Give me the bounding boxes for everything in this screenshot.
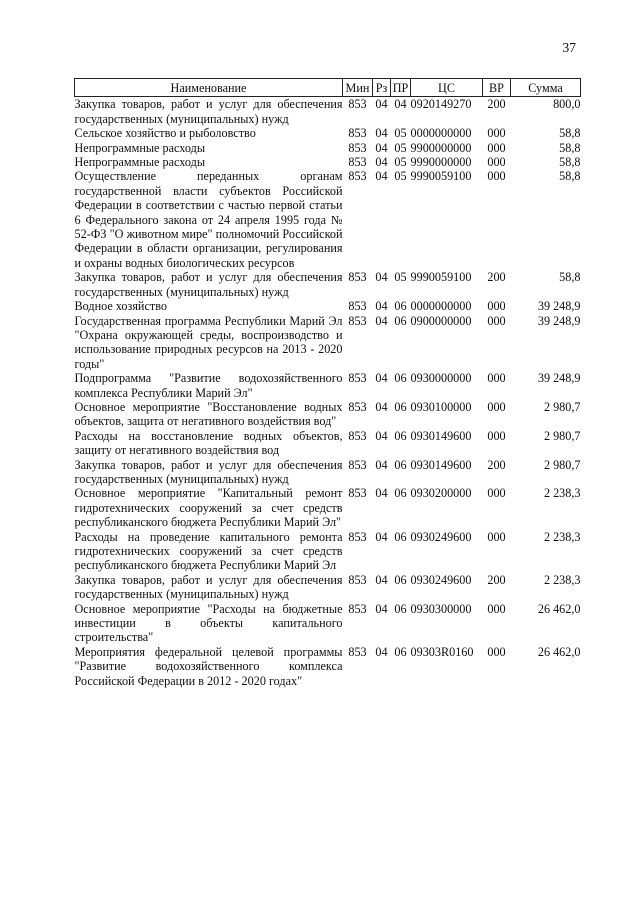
row-rz: 04 <box>375 97 388 112</box>
table-row <box>75 400 581 429</box>
table-row <box>75 602 581 645</box>
row-sum: 2 238,3 <box>543 529 581 544</box>
row-name: Закупка товаров, работ и услуг для обеспечения государственных (муниципальных) нужд <box>74 457 343 486</box>
row-name: Основное мероприятие "Капитальный ремонт гидротехнических сооружений за счет средств республиканского бюджета Республики Марий Эл" <box>74 486 343 530</box>
row-pr: 05 <box>394 126 407 141</box>
row-sum: 800,0 <box>553 97 581 112</box>
row-cs: 9990059100 <box>410 270 472 285</box>
row-vr: 000 <box>487 399 506 414</box>
row-rz: 04 <box>375 572 388 587</box>
row-rz: 04 <box>375 155 388 170</box>
row-sum: 58,8 <box>559 169 581 184</box>
row-sum: 26 462,0 <box>537 601 581 616</box>
row-rz: 04 <box>375 428 388 443</box>
row-pr: 05 <box>394 140 407 155</box>
row-rz: 04 <box>375 457 388 472</box>
row-cs: 0930149600 <box>410 457 472 472</box>
row-vr: 000 <box>487 169 506 184</box>
row-cs: 0930000000 <box>410 371 472 386</box>
row-pr: 05 <box>394 270 407 285</box>
table-row <box>75 126 581 140</box>
table-row <box>75 530 581 573</box>
row-rz: 04 <box>375 601 388 616</box>
row-cs: 0930249600 <box>410 529 472 544</box>
row-min: 853 <box>348 572 367 587</box>
row-name: Водное хозяйство <box>74 299 167 314</box>
row-name: Непрограммные расходы <box>74 155 206 170</box>
row-min: 853 <box>348 644 367 659</box>
row-vr: 000 <box>487 486 506 501</box>
row-sum: 58,8 <box>559 140 581 155</box>
row-pr: 05 <box>394 155 407 170</box>
row-rz: 04 <box>375 644 388 659</box>
row-min: 853 <box>348 126 367 141</box>
header-pr: ПР <box>391 79 411 97</box>
row-min: 853 <box>348 371 367 386</box>
table-row <box>75 486 581 529</box>
row-rz: 04 <box>375 313 388 328</box>
row-rz: 04 <box>375 126 388 141</box>
row-cs: 0920149270 <box>410 97 472 112</box>
row-vr: 000 <box>487 601 506 616</box>
header-min: Мин <box>343 79 373 97</box>
row-rz: 04 <box>375 299 388 314</box>
row-pr: 06 <box>394 644 407 659</box>
row-sum: 2 980,7 <box>543 457 581 472</box>
row-min: 853 <box>348 601 367 616</box>
row-vr: 000 <box>487 644 506 659</box>
row-vr: 200 <box>487 270 506 285</box>
table-row <box>75 573 581 602</box>
row-pr: 06 <box>394 457 407 472</box>
row-min: 853 <box>348 457 367 472</box>
row-vr: 200 <box>487 97 506 112</box>
row-min: 853 <box>348 97 367 112</box>
row-name: Основное мероприятие "Расходы на бюджетные инвестиции в объекты капитального строительства" <box>74 601 343 645</box>
row-pr: 06 <box>394 399 407 414</box>
row-vr: 000 <box>487 126 506 141</box>
row-pr: 06 <box>394 299 407 314</box>
row-rz: 04 <box>375 371 388 386</box>
row-rz: 04 <box>375 486 388 501</box>
row-min: 853 <box>348 299 367 314</box>
header-name: Наименование <box>75 79 343 97</box>
row-cs: 0930200000 <box>410 486 472 501</box>
budget-table <box>74 78 581 688</box>
row-rz: 04 <box>375 270 388 285</box>
row-name: Непрограммные расходы <box>74 140 206 155</box>
row-sum: 2 238,3 <box>543 572 581 587</box>
row-min: 853 <box>348 399 367 414</box>
row-sum: 26 462,0 <box>537 644 581 659</box>
page-number: 37 <box>562 40 576 55</box>
row-pr: 06 <box>394 572 407 587</box>
row-name: Закупка товаров, работ и услуг для обеспечения государственных (муниципальных) нужд <box>74 572 343 602</box>
row-cs: 9990059100 <box>410 169 472 184</box>
row-min: 853 <box>348 529 367 544</box>
row-min: 853 <box>348 486 367 501</box>
row-pr: 06 <box>394 428 407 443</box>
table-row <box>75 155 581 169</box>
row-min: 853 <box>348 140 367 155</box>
row-cs: 0930249600 <box>410 572 472 587</box>
row-pr: 06 <box>394 486 407 501</box>
row-pr: 06 <box>394 529 407 544</box>
row-min: 853 <box>348 169 367 184</box>
table-row <box>75 429 581 458</box>
header-sum: Сумма <box>511 79 581 97</box>
row-name: Сельское хозяйство и рыболовство <box>74 126 256 141</box>
row-cs: 0930300000 <box>410 601 472 616</box>
row-cs: 0930149600 <box>410 428 472 443</box>
row-vr: 000 <box>487 529 506 544</box>
row-pr: 04 <box>394 97 407 112</box>
row-vr: 000 <box>487 140 506 155</box>
row-sum: 39 248,9 <box>537 313 581 328</box>
row-pr: 06 <box>394 371 407 386</box>
row-name: Закупка товаров, работ и услуг для обеспечения государственных (муниципальных) нужд <box>74 270 343 299</box>
row-min: 853 <box>348 313 367 328</box>
row-sum: 58,8 <box>559 126 581 141</box>
row-sum: 2 980,7 <box>543 399 581 414</box>
row-sum: 2 238,3 <box>543 486 581 501</box>
row-rz: 04 <box>375 140 388 155</box>
table-row <box>75 141 581 155</box>
row-sum: 39 248,9 <box>537 299 581 314</box>
header-cs: ЦС <box>411 79 483 97</box>
row-name: Расходы на восстановление водных объектов, защиту от негативного воздействия вод <box>74 428 343 458</box>
table-row <box>75 169 581 270</box>
row-vr: 200 <box>487 572 506 587</box>
table-row <box>75 314 581 372</box>
row-cs: 0000000000 <box>410 299 472 314</box>
row-name: Осуществление переданных органам государственной власти субъектов Российской Федерации в соответствии с частью первой статьи 6 Федерального закона от 24 апреля 1995 года № 52-ФЗ "О животном мире" полномочий Российской Федерации в области организации, регулирования и охраны водных биологических ресурсов <box>74 169 343 270</box>
table-header-row <box>75 79 581 97</box>
row-vr: 200 <box>487 457 506 472</box>
row-pr: 05 <box>394 169 407 184</box>
row-vr: 000 <box>487 155 506 170</box>
table-row <box>75 645 581 688</box>
row-rz: 04 <box>375 529 388 544</box>
row-vr: 000 <box>487 428 506 443</box>
header-vr: ВР <box>483 79 511 97</box>
table-row <box>75 371 581 400</box>
row-name: Закупка товаров, работ и услуг для обеспечения государственных (муниципальных) нужд <box>74 97 343 126</box>
row-min: 853 <box>348 155 367 170</box>
row-vr: 000 <box>487 299 506 314</box>
table-row <box>75 270 581 299</box>
row-pr: 06 <box>394 601 407 616</box>
row-rz: 04 <box>375 169 388 184</box>
row-rz: 04 <box>375 399 388 414</box>
row-cs: 0900000000 <box>410 313 472 328</box>
row-vr: 000 <box>487 313 506 328</box>
table-row <box>75 97 581 126</box>
row-sum: 2 980,7 <box>543 428 581 443</box>
row-sum: 39 248,9 <box>537 371 581 386</box>
row-name: Мероприятия федеральной целевой программы "Развитие водохозяйственного комплекса Российской Федерации в 2012 - 2020 годах" <box>74 644 343 688</box>
table-row <box>75 299 581 313</box>
row-name: Подпрограмма "Развитие водохозяйственного комплекса Республики Марий Эл" <box>74 371 343 400</box>
row-name: Расходы на проведение капитального ремонта гидротехнических сооружений за счет средств республиканского бюджета Республики Марий Эл <box>74 529 343 573</box>
row-cs: 0000000000 <box>410 126 472 141</box>
table-row <box>75 458 581 487</box>
header-rz: Рз <box>373 79 391 97</box>
row-vr: 000 <box>487 371 506 386</box>
row-cs: 9990000000 <box>410 155 472 170</box>
row-name: Государственная программа Республики Марий Эл "Охрана окружающей среды, воспроизводство и использование природных ресурсов на 2013 - 2020 годы" <box>74 313 343 371</box>
row-cs: 0930100000 <box>410 399 472 414</box>
table-body <box>75 97 581 688</box>
row-min: 853 <box>348 270 367 285</box>
row-pr: 06 <box>394 313 407 328</box>
row-sum: 58,8 <box>559 270 581 285</box>
row-cs: 09303R0160 <box>410 644 474 659</box>
row-name: Основное мероприятие "Восстановление водных объектов, защита от негативного воздействия вод" <box>74 399 343 429</box>
row-min: 853 <box>348 428 367 443</box>
row-sum: 58,8 <box>559 155 581 170</box>
row-cs: 9900000000 <box>410 140 472 155</box>
